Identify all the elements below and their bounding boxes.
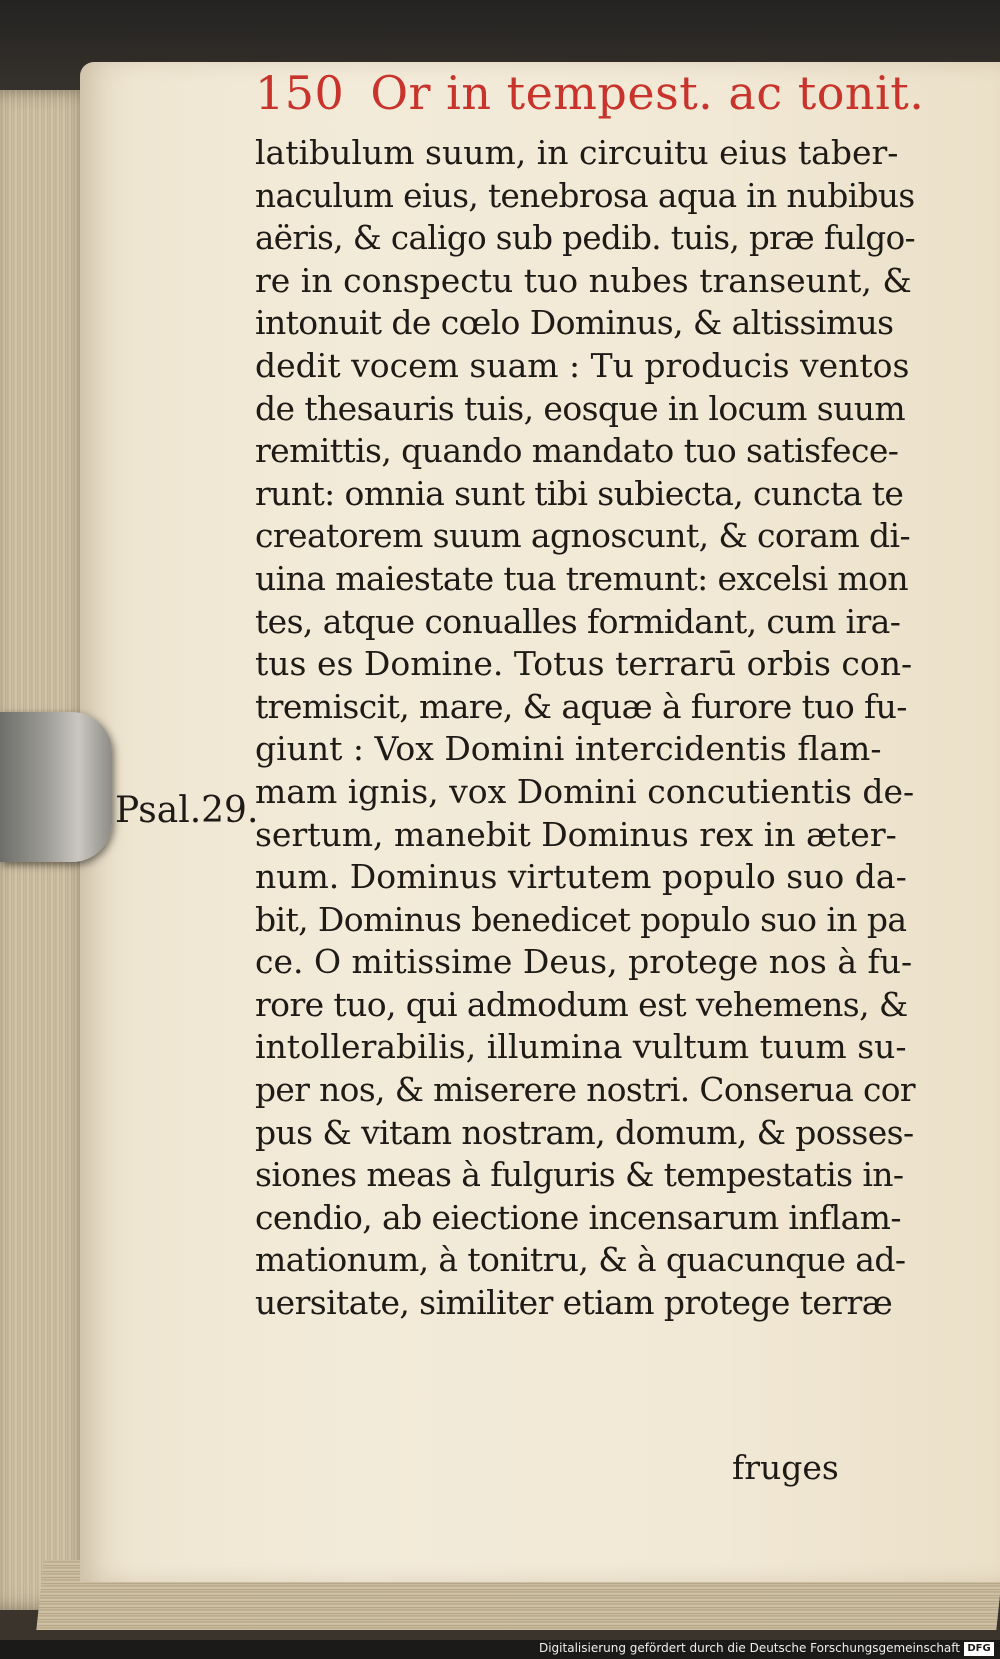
text-line: mam ignis, vox Domini concutientis de- (255, 771, 915, 811)
margin-note: Psal.29. (115, 790, 259, 831)
text-line: aëris, & caligo sub pedib. tuis, præ fulgo- (255, 218, 916, 258)
text-line: siones meas à fulguris & tempestatis in- (255, 1155, 904, 1195)
page-number: 150 (255, 66, 345, 120)
text-line: pus & vitam nostram, domum, & posses- (255, 1112, 914, 1152)
text-line: remittis, quando mandato tuo satisfece- (255, 431, 899, 471)
text-line: mationum, à tonitru, & à quacunque ad- (255, 1240, 906, 1280)
text-line: bit, Dominus benedicet populo suo in pa (255, 899, 907, 939)
text-line: cendio, ab eiectione incensarum inflam- (255, 1197, 901, 1237)
page-clip (0, 712, 112, 862)
running-title: Or in tempest. ac tonit. (370, 66, 925, 120)
body-text (255, 132, 916, 1325)
text-line: uersitate, similiter etiam protege terræ (255, 1283, 893, 1323)
text-line: ce. O mitissime Deus, protege nos à fu- (255, 942, 913, 982)
text-line: tremiscit, mare, & aquæ à furore tuo fu- (255, 686, 907, 726)
footer-credit: Digitalisierung gefördert durch die Deutsche Forschungsgemeinschaft (538, 1641, 960, 1655)
text-line: tus es Domine. Totus terrarū orbis con- (255, 644, 913, 684)
text-line: latibulum suum, in circuitu eius taber- (255, 133, 899, 172)
text-line: intonuit de cœlo Dominus, & altissimus (255, 303, 894, 343)
dfg-logo: DFG (964, 1642, 994, 1656)
text-line: intollerabilis, illumina vultum tuum su- (255, 1027, 907, 1067)
text-line: num. Dominus virtutem populo suo da- (255, 857, 907, 897)
catchword: fruges (732, 1448, 839, 1487)
running-head (255, 66, 924, 120)
text-line: giunt : Vox Domini intercidentis flam- (255, 729, 882, 769)
text-line: tes, atque conualles formidant, cum ira- (255, 601, 901, 641)
text-line: de thesauris tuis, eosque in locum suum (255, 388, 906, 428)
text-line: rore tuo, qui admodum est vehemens, & (255, 984, 908, 1024)
text-line: re in conspectu tuo nubes transeunt, & (255, 260, 912, 300)
text-line: per nos, & miserere nostri. Conserua cor (255, 1070, 916, 1110)
text-line: creatorem suum agnoscunt, & coram di- (255, 516, 911, 556)
text-line: naculum eius, tenebrosa aqua in nubibus (255, 175, 915, 215)
text-line: runt: omnia sunt tibi subiecta, cuncta te (255, 473, 904, 513)
text-line: uina maiestate tua tremunt: excelsi mon (255, 558, 909, 598)
text-line: dedit vocem suam : Tu producis ventos (255, 345, 910, 385)
text-line: sertum, manebit Dominus rex in æter- (255, 814, 897, 854)
